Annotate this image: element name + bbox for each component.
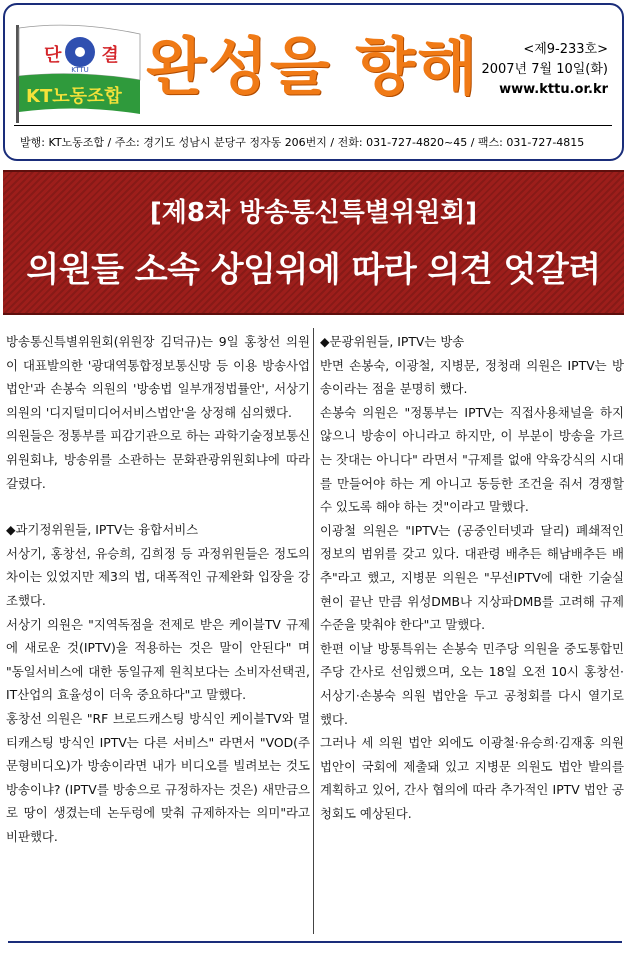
paragraph-gap bbox=[6, 495, 310, 518]
article-paragraph: 홍창선 의원은 "RF 브로드캐스팅 방식인 케이블TV와 멀티캐스팅 방식인 IPTV는 다른 서비스" 라면서 "VOD(주문형비디오)가 방송이라면 내가 비디오를 빌려보는 것도 방송이냐? (IPTV를 방송으로 규정하자는 것은) 새만금으로 땅이 생겼는데 논두렁에 맞춰 규제하자는 의미"라고 비판했다. bbox=[6, 710, 310, 844]
issue-date: 2007년 7월 10일(화) bbox=[481, 62, 608, 77]
article-paragraph: 그러나 세 의원 법안 외에도 이광철·유승희·김재홍 의원 법안이 국회에 제출돼 있고 지병문 의원도 법안 발의를 계획하고 있어, 간사 협의에 따라 추가적인 IPTV 법안 공청회도 예상된다. bbox=[320, 735, 624, 821]
article-paragraph: 의원들은 정통부를 피감기관으로 하는 과학기술정보통신위원회냐, 방송위를 소관하는 문화관광위원회냐에 따라 갈렸다. bbox=[6, 428, 310, 491]
article-paragraph: 이광철 의원은 "IPTV는 (공중인터넷과 달리) 폐쇄적인 정보의 범위를 갖고 있다. 대관령 배추든 해남배추든 배추"라고 했고, 지병문 의원은 "무선IPTV에 대한 기술실현이 끝난 만큼 위성DMB나 지상파DMB를 고려해 규제수준을 맞춰야 한다"고 말했다. bbox=[320, 522, 624, 633]
newspaper-title: 완성을 향해 bbox=[146, 30, 480, 103]
article-paragraph: 손봉숙 의원은 "정통부는 IPTV는 직접사용채널을 하지 않으니 방송이 아니라고 하지만, 이 부분이 방송을 가르는 잣대는 아니다" 라면서 "규제를 없애 약육강식의 시대를 만들어야 하는 게 아니고 동등한 조건을 줘서 경쟁할 수 있도록 해야 하는 것"이라고 말했다. bbox=[320, 404, 624, 515]
issue-number: <제9-233호> bbox=[523, 42, 608, 57]
headline-banner bbox=[3, 170, 624, 315]
banner-headline: 의원들 소속 상임위에 따라 의견 엇갈려 bbox=[26, 250, 601, 290]
issue-info bbox=[481, 40, 608, 100]
article-paragraph: 방송통신특별위원회(위원장 김덕규)는 9일 홍창선 의원이 대표발의한 '광대역통합정보통신망 등 이용 방송사업법안'과 손봉숙 의원의 '방송법 일부개정법률안', 서상기 의원의 '디지털미디어서비스법안'을 상정해 심의했다. bbox=[6, 334, 310, 420]
article-paragraph: 반면 손봉숙, 이광철, 지병문, 정청래 의원은 IPTV는 방송이라는 점을 분명히 했다. bbox=[320, 357, 624, 397]
flag-top-text: 단결 bbox=[44, 45, 159, 66]
union-flag-logo bbox=[14, 22, 159, 126]
article-left-column bbox=[6, 330, 310, 930]
publisher-address: 발행: KT노동조합 / 주소: 경기도 성남시 분당구 정자동 206번지 / 전화: 031-727-4820~45 / 팩스: 031-727-4815 bbox=[20, 136, 585, 149]
banner-subtitle: [제8차 방송통신특별위원회] bbox=[149, 198, 478, 228]
bottom-rule bbox=[8, 941, 622, 943]
article-paragraph: 서상기, 홍창선, 유승희, 김희정 등 과정위원들은 정도의 차이는 있었지만 제3의 법, 대폭적인 규제완화 입장을 강조했다. bbox=[6, 545, 310, 608]
section-heading: ◆과기정위원들, IPTV는 융합서비스 bbox=[6, 522, 199, 538]
site-url[interactable]: www.kttu.or.kr bbox=[499, 82, 608, 97]
article-paragraph: 한편 이날 방통특위는 손봉숙 민주당 의원을 중도통합민주당 간사로 선임했으며, 오는 18일 오전 10시 홍창선·서상기·손봉숙 의원 법안을 두고 공청회를 다시 열기로 했다. bbox=[320, 640, 624, 727]
flag-emblem-text: KTTU bbox=[71, 66, 89, 74]
section-heading: ◆문광위원들, IPTV는 방송 bbox=[320, 334, 465, 349]
article-paragraph: 서상기 의원은 "지역독점을 전제로 받은 케이블TV 규제에 새로운 것(IPTV)을 적용하는 것은 말이 안된다" 며 "동일서비스에 대한 동일규제 원칙보다는 소비자선택권, IT산업의 효율성이 더욱 중요하다"고 말했다. bbox=[6, 616, 310, 703]
address-rule bbox=[14, 125, 612, 126]
article-right-column bbox=[320, 330, 624, 930]
flag-bottom-text: KT노동조합 bbox=[26, 86, 122, 107]
column-divider bbox=[313, 328, 314, 934]
